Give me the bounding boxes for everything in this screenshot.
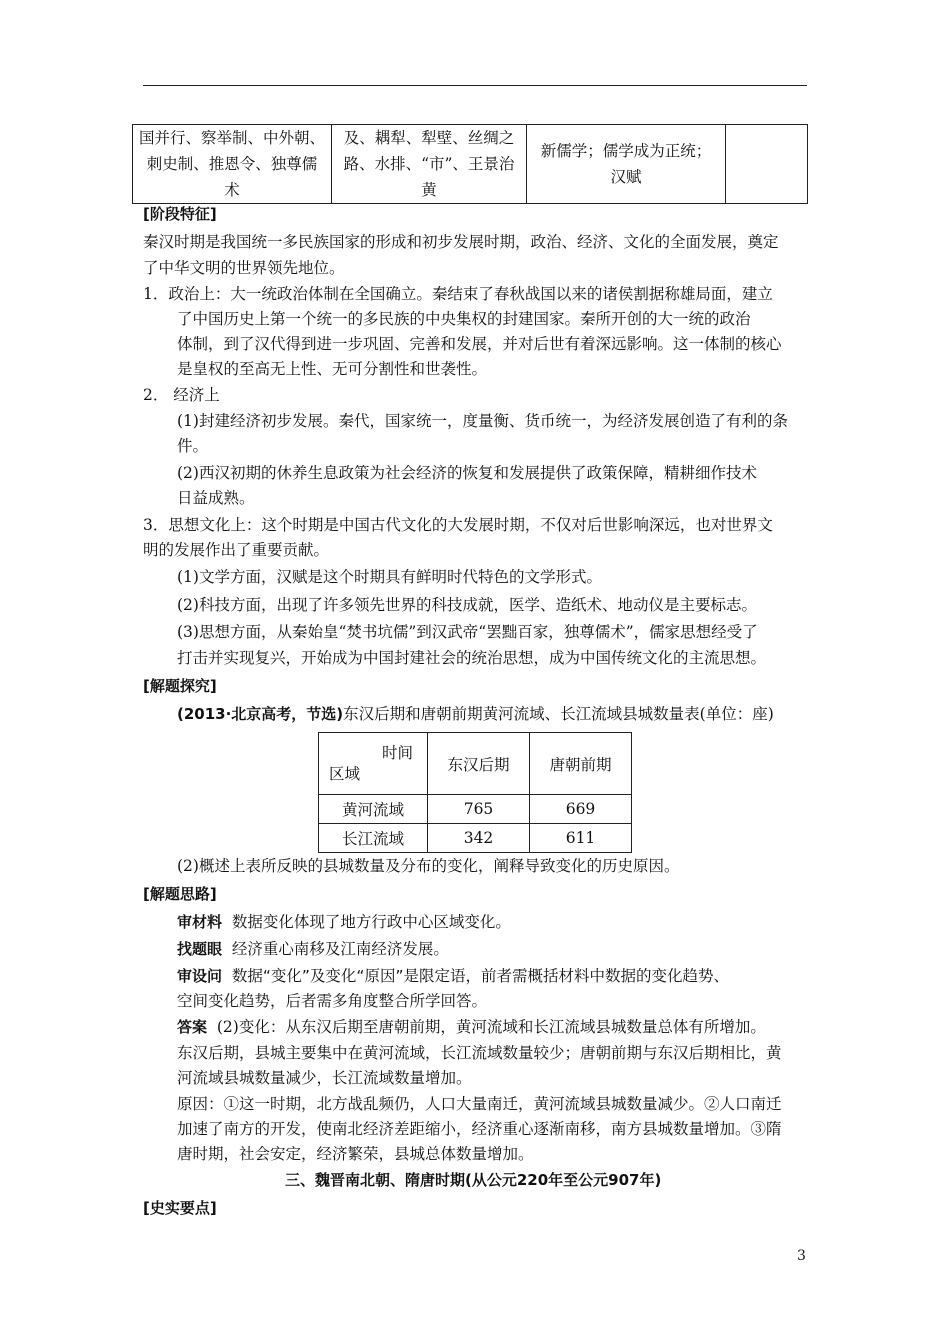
answer-line: 唐时期，社会安定，经济繁荣，县城总体数量增加。 (177, 1145, 534, 1163)
table-cell: 765 (428, 795, 530, 824)
facts-heading: [史实要点] (143, 1199, 217, 1217)
row-region: 黄河流域 (319, 795, 428, 824)
approach-ask: 空间变化趋势，后者需多角度整合所学回答。 (177, 992, 488, 1010)
stage-intro: 秦汉时期是我国统一多民族国家的形成和初步发展时期，政治、经济、文化的全面发展，奠定 (143, 233, 779, 251)
table-cell: 669 (530, 795, 632, 824)
answer-line: 河流域县城数量减少，长江流域数量增加。 (177, 1069, 472, 1087)
approach-eye: 找题眼 经济重心南移及江南经济发展。 (177, 940, 449, 958)
explore-question-title: (2013·北京高考，节选)东汉后期和唐朝前期黄河流域、长江流域县城数量表(单位：座) (177, 705, 774, 723)
stage-intro: 了中华文明的世界领先地位。 (143, 259, 345, 277)
table-cell-empty (726, 125, 808, 204)
stage-item-culture: 3．思想文化上：这个时期是中国古代文化的大发展时期，不仅对后世影响深远，也对世界文 (143, 516, 773, 534)
answer-line: 原因：①这一时期，北方战乱频仍，人口大量南迁，黄河流域县城数量减少。②人口南迁 (177, 1095, 782, 1113)
table-cell: 611 (530, 824, 632, 853)
table-row (319, 795, 632, 824)
table-cell-culture: 新儒学；儒学成为正统； 汉赋 (527, 125, 726, 204)
stage-item-culture-sub3: (3)思想方面，从秦始皇“焚书坑儒”到汉武帝“罢黜百家，独尊儒术”，儒家思想经受了 (177, 623, 758, 641)
stage-item-culture-sub3: 打击并实现复兴，开始成为中国封建社会的统治思想，成为中国传统文化的主流思想。 (177, 649, 767, 667)
row-region: 长江流域 (319, 824, 428, 853)
answer-line: 加速了南方的开发，使南北经济差距缩小，经济重心逐渐南移，南方县城数量增加。③隋 (177, 1120, 782, 1138)
stage-item-culture-sub1: (1)文学方面，汉赋是这个时期具有鲜明时代特色的文学形式。 (177, 568, 602, 586)
table-header-row (319, 733, 632, 795)
header-rule (143, 85, 807, 86)
page-number: 3 (797, 1248, 806, 1264)
explore-heading: [解题探究] (143, 677, 217, 695)
table-cell-economy: 及、耦犁、犁壁、丝绸之 路、水排、“市”、王景治 黄 (332, 125, 527, 204)
stage-item-economy-sub2: (2)西汉初期的休养生息政策为社会经济的恢复和发展提供了政策保障，精耕细作技术 (177, 464, 757, 482)
table-cell: 342 (428, 824, 530, 853)
summary-table-fragment (132, 124, 808, 204)
table-diagonal-header: 时间 区域 (319, 733, 428, 795)
stage-heading: [阶段特征] (143, 205, 217, 223)
stage-item-politics: 了中国历史上第一个统一的多民族的中央集权的封建国家。秦所开创的大一统的政治 (177, 310, 751, 328)
stage-item-culture-sub2: (2)科技方面，出现了许多领先世界的科技成就，医学、造纸术、地动仪是主要标志。 (177, 596, 757, 614)
table-row (133, 125, 808, 204)
stage-item-politics: 1．政治上：大一统政治体制在全国确立。秦结束了春秋战国以来的诸侯割据称雄局面，建立 (143, 285, 773, 303)
explore-question: (2)概述上表所反映的县城数量及分布的变化，阐释导致变化的历史原因。 (177, 857, 680, 875)
stage-item-economy-sub1: 件。 (177, 437, 209, 455)
answer-line: 东汉后期，县城主要集中在黄河流域，长江流域数量较少；唐朝前期与东汉后期相比，黄 (177, 1044, 782, 1062)
question-source: (2013·北京高考，节选) (177, 705, 344, 723)
answer: 答案 (2)变化：从东汉后期至唐朝前期，黄河流域和长江流域县城数量总体有所增加。 (177, 1018, 766, 1036)
column-header: 唐朝前期 (530, 733, 632, 795)
approach-ask: 审设问 数据“变化”及变化“原因”是限定语，前者需概括材料中数据的变化趋势、 (177, 967, 729, 985)
stage-item-politics: 体制，到了汉代得到进一步巩固、完善和发展，并对后世有着深远影响。这一体制的核心 (177, 335, 782, 353)
stage-item-economy-sub2: 日益成熟。 (177, 489, 255, 507)
approach-heading: [解题思路] (143, 885, 217, 903)
stage-item-economy: 2． 经济上 (143, 386, 220, 404)
stage-item-culture: 明的发展作出了重要贡献。 (143, 541, 330, 559)
table-cell-politics: 国并行、察举制、中外朝、 刺史制、推恩令、独尊儒 术 (133, 125, 332, 204)
approach-material: 审材料 数据变化体现了地方行政中心区域变化。 (177, 913, 511, 931)
county-count-table (318, 732, 632, 853)
column-header: 东汉后期 (428, 733, 530, 795)
stage-item-economy-sub1: (1)封建经济初步发展。秦代，国家统一，度量衡、货币统一，为经济发展创造了有利的条 (177, 412, 788, 430)
table-row (319, 824, 632, 853)
section-title: 三、魏晋南北朝、隋唐时期(从公元220年至公元907年) (285, 1171, 662, 1189)
stage-item-politics: 是皇权的至高无上性、无可分割性和世袭性。 (177, 360, 488, 378)
